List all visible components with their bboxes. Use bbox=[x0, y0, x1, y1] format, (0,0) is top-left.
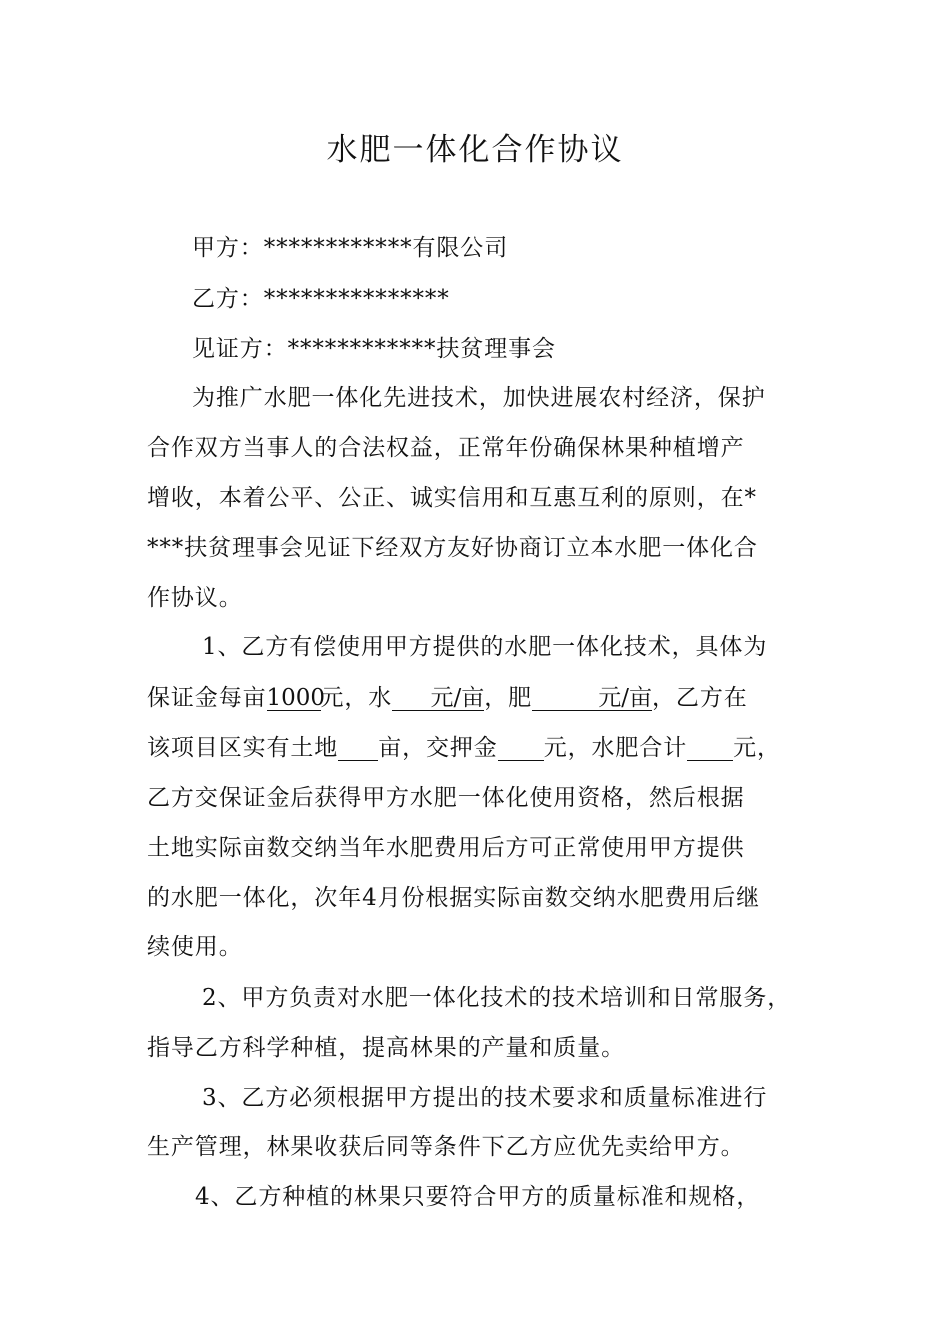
text-line: 土地实际亩数交纳当年水肥费用后方可正常使用甲方提供 bbox=[147, 835, 745, 861]
text-line: ***扶贫理事会见证下经双方友好协商订立本水肥一体化合 bbox=[147, 535, 758, 561]
fee-text: ，乙方在 bbox=[652, 685, 748, 711]
water-fee-field: 元/亩 bbox=[392, 686, 484, 711]
land-text: 亩，交押金 bbox=[378, 735, 498, 761]
land-area-blank bbox=[338, 736, 378, 761]
party-a-line: 甲方：************有限公司 bbox=[192, 235, 509, 261]
fee-text: 元，水 bbox=[320, 685, 393, 711]
text-line: 合作双方当事人的合法权益，正常年份确保林果种植增产 bbox=[147, 435, 745, 461]
text-line: 1、乙方有偿使用甲方提供的水肥一体化技术，具体为 bbox=[202, 634, 768, 660]
text-line: 作协议。 bbox=[147, 585, 243, 611]
fee-text: ，肥 bbox=[484, 685, 533, 711]
text-line: 4、乙方种植的林果只要符合甲方的质量标准和规格， bbox=[195, 1184, 761, 1210]
fee-line bbox=[147, 683, 827, 713]
fee-text: 保证金每亩 bbox=[147, 685, 267, 711]
deposit-amount-field: 1000 bbox=[266, 685, 326, 711]
deposit-blank bbox=[498, 736, 544, 761]
text-line: 乙方交保证金后获得甲方水肥一体化使用资格，然后根据 bbox=[147, 785, 745, 811]
text-line: 生产管理，林果收获后同等条件下乙方应优先卖给甲方。 bbox=[147, 1134, 745, 1160]
text-line: 续使用。 bbox=[147, 934, 243, 960]
land-text: 元，水肥合计 bbox=[543, 735, 688, 761]
text-line: 增收，本着公平、公正、诚实信用和互惠互利的原则，在* bbox=[147, 485, 757, 511]
land-line bbox=[147, 733, 827, 763]
land-text: 元， bbox=[733, 735, 781, 761]
land-text: 该项目区实有土地 bbox=[147, 735, 339, 761]
text-line: 2、甲方负责对水肥一体化技术的技术培训和日常服务， bbox=[202, 985, 792, 1011]
party-b-line: 乙方：*************** bbox=[192, 286, 450, 312]
fertilizer-fee-field: 元/亩 bbox=[532, 686, 652, 711]
witness-line: 见证方：************扶贫理事会 bbox=[192, 336, 556, 362]
text-line: 为推广水肥一体化先进技术，加快进展农村经济，保护 bbox=[192, 385, 766, 411]
total-blank bbox=[687, 736, 733, 761]
text-line: 指导乙方科学种植，提高林果的产量和质量。 bbox=[147, 1035, 625, 1061]
text-line: 的水肥一体化，次年4月份根据实际亩数交纳水肥费用后继 bbox=[147, 885, 761, 911]
document-title: 水肥一体化合作协议 bbox=[326, 132, 624, 168]
text-line: 3、乙方必须根据甲方提出的技术要求和质量标准进行 bbox=[202, 1085, 768, 1111]
